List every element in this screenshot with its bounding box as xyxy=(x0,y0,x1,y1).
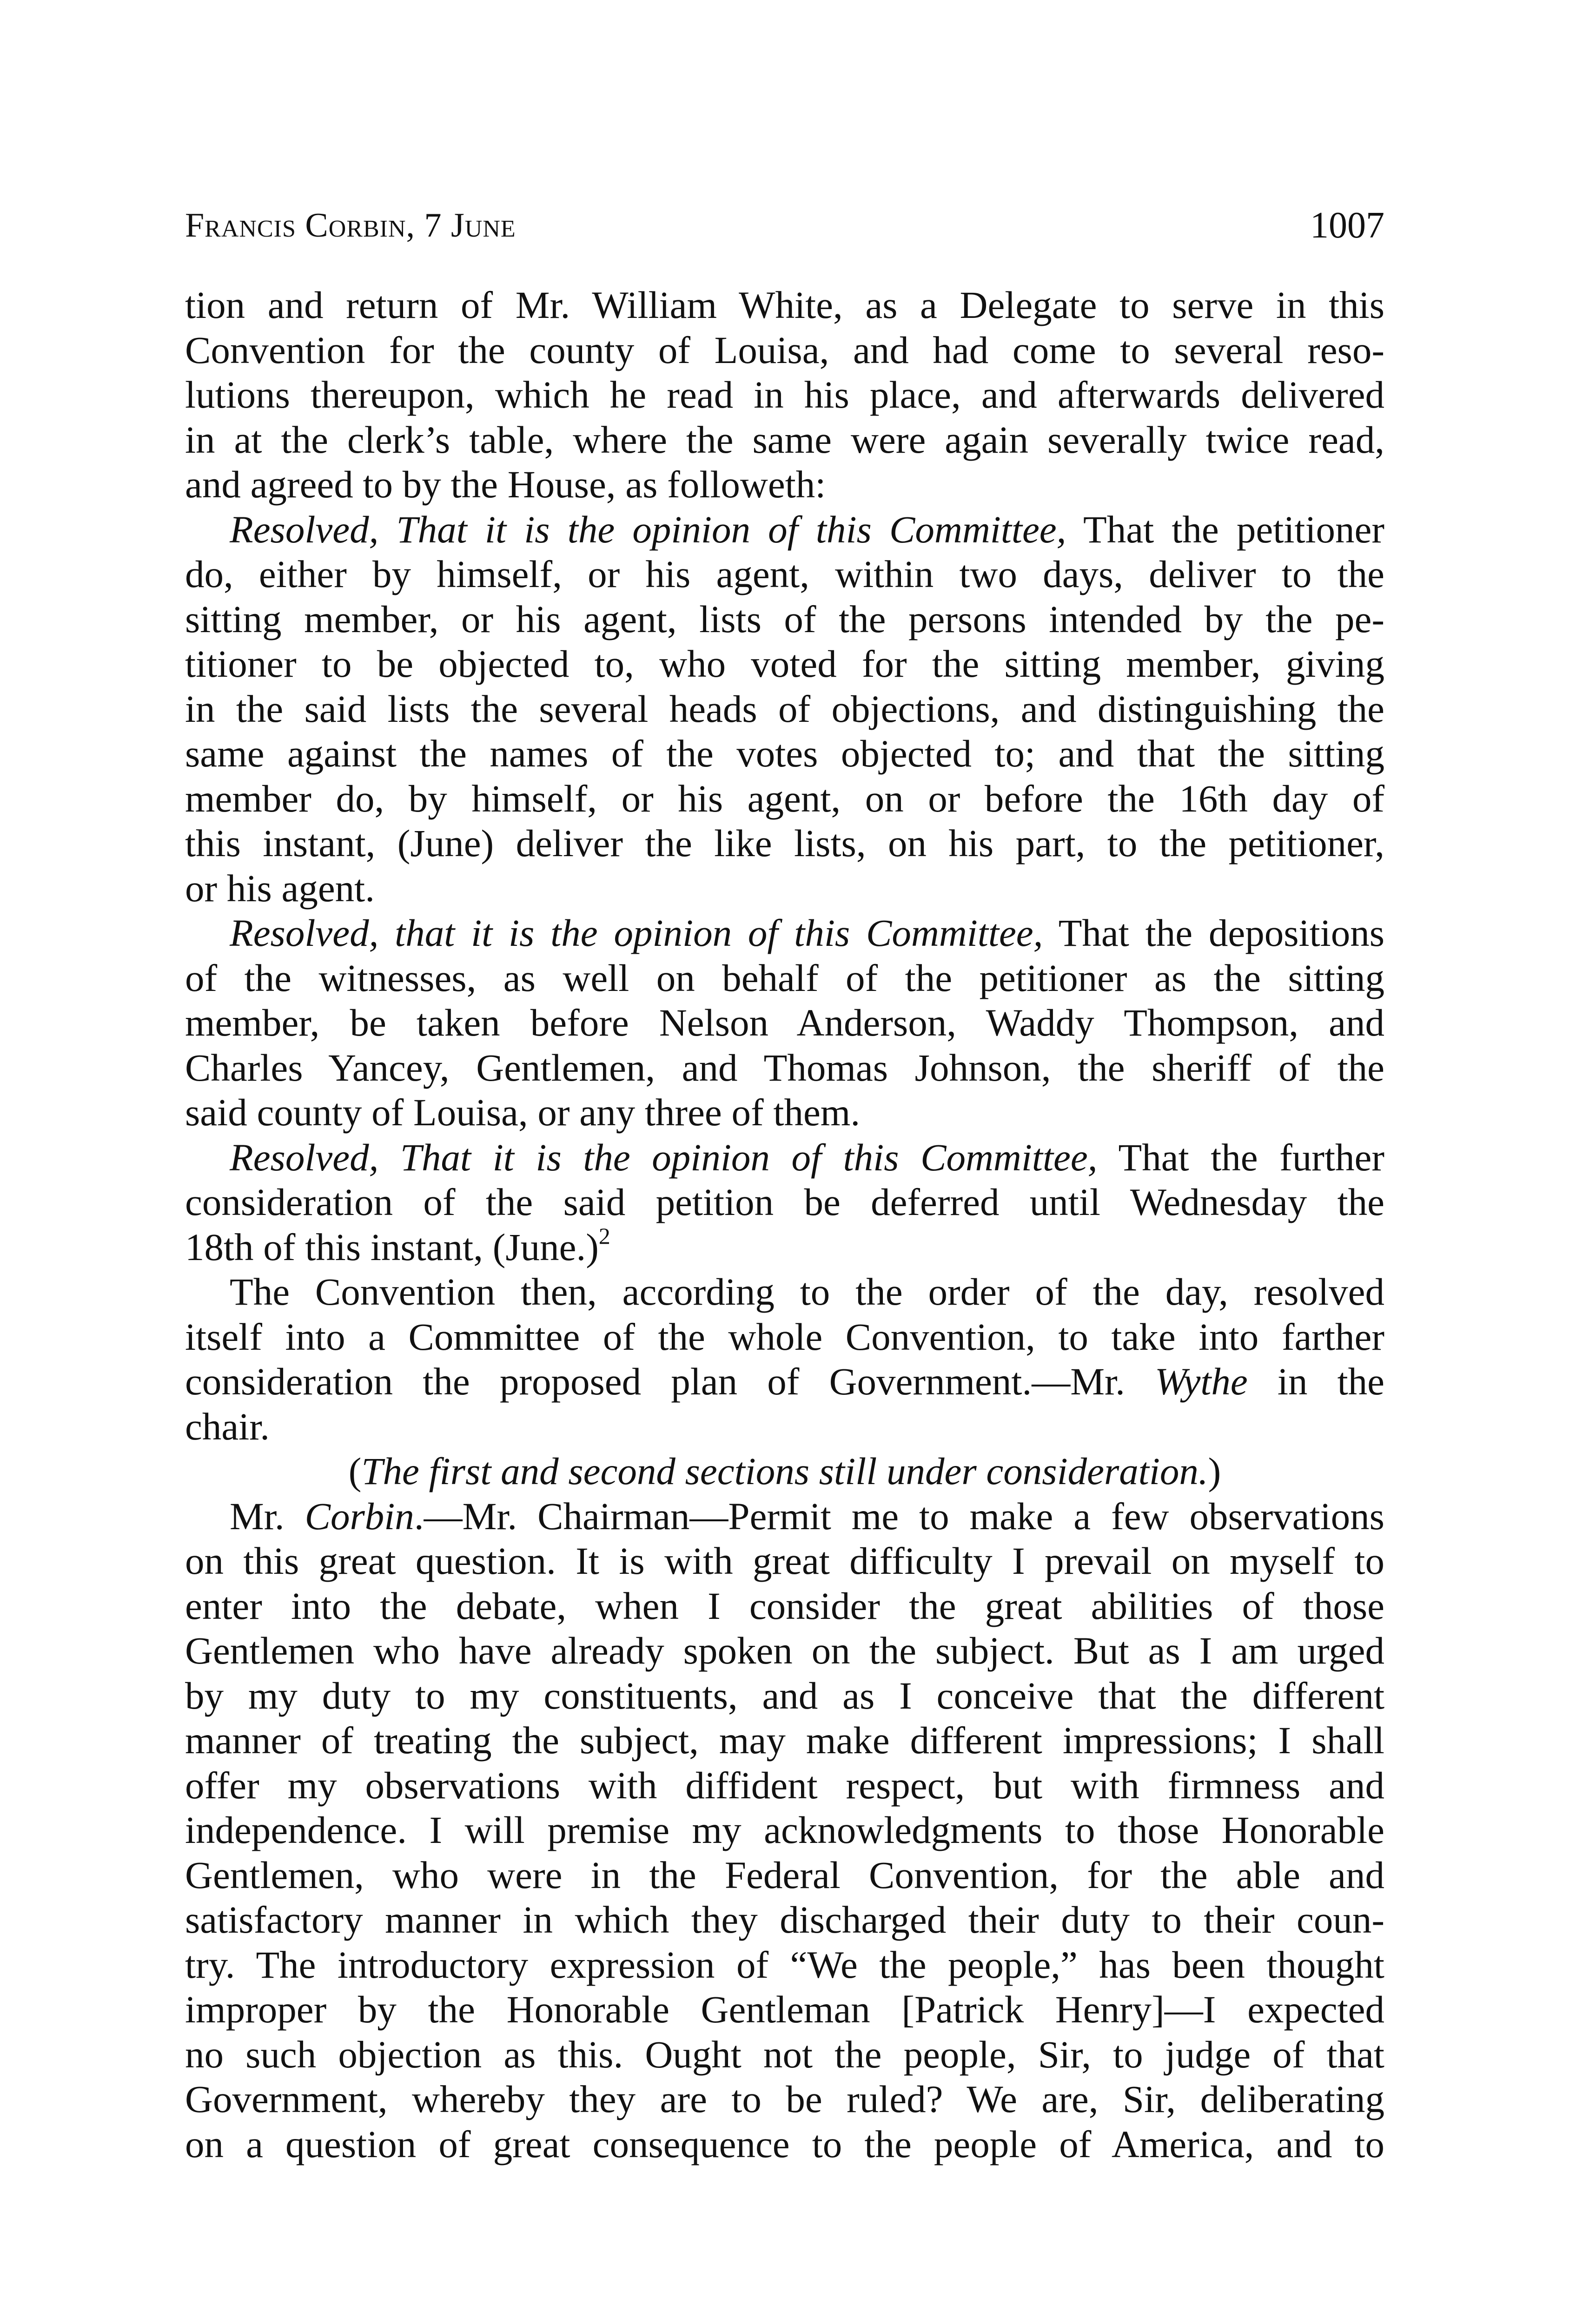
text-line: consideration of the said petition be deferred until Wednesday the xyxy=(185,1181,1384,1223)
running-head: Francis Corbin, 7 June xyxy=(185,206,516,244)
resolved-phrase: Resolved, That it is the opinion of this Committee, xyxy=(230,508,1066,551)
text-line: offer my observations with diffident respect, but with firmness and xyxy=(185,1763,1384,1807)
speaker-name: Corbin xyxy=(305,1494,414,1538)
text-line: on a question of great consequence to the people of America, and to xyxy=(185,2122,1384,2166)
text-line: enter into the debate, when I consider the great abilities of those xyxy=(185,1584,1384,1627)
text-line xyxy=(185,1359,1384,1404)
text-line: improper by the Honorable Gentleman [Patrick Henry]—I expected xyxy=(185,1988,1384,2031)
speech-line xyxy=(185,1494,1384,1539)
text-line: chair. xyxy=(185,1405,270,1448)
text-line: in at the clerk’s table, where the same were again severally twice read, xyxy=(185,418,1384,461)
paren-open: ( xyxy=(348,1450,362,1492)
text-line: same against the names of the votes objected to; and that the sitting xyxy=(185,732,1384,775)
text-line: lutions thereupon, which he read in his place, and afterwards delivered xyxy=(185,373,1384,416)
text-line: Government, whereby they are to be ruled? We are, Sir, deliberating xyxy=(185,2078,1384,2120)
text-line: Gentlemen, who were in the Federal Convention, for the able and xyxy=(185,1853,1384,1896)
resolution-line xyxy=(185,507,1384,552)
page-header xyxy=(185,205,1384,246)
line-text: That the petitioner xyxy=(1066,508,1384,551)
line-text: That the depositions xyxy=(1043,911,1385,954)
text-line: member, be taken before Nelson Anderson, Waddy Thompson, and xyxy=(185,1001,1384,1044)
speaker-name: Wythe xyxy=(1154,1360,1248,1403)
stage-direction xyxy=(185,1449,1384,1494)
text-line: or his agent. xyxy=(185,866,375,910)
text-line: tion and return of Mr. William White, as a Delegate to serve in this xyxy=(185,284,1384,326)
text-line: said county of Louisa, or any three of them. xyxy=(185,1091,861,1134)
text-line: Gentlemen who have already spoken on the subject. But as I am urged xyxy=(185,1629,1384,1672)
line-text: 18th of this instant, (June.) xyxy=(185,1225,599,1268)
text-line: manner of treating the subject, may make different impressions; I shall xyxy=(185,1719,1384,1762)
text-line: by my duty to my constituents, and as I conceive that the different xyxy=(185,1674,1384,1717)
paren-close: ) xyxy=(1208,1450,1221,1492)
text-line: in the said lists the several heads of objections, and distinguishing the xyxy=(185,687,1384,730)
text-line: and agreed to by the House, as followeth: xyxy=(185,463,826,506)
body-text xyxy=(185,283,1384,2166)
text-line: independence. I will premise my acknowledgments to those Honorable xyxy=(185,1809,1384,1851)
text-line: try. The introductory expression of “We the people,” has been thought xyxy=(185,1943,1384,1986)
text-line: satisfactory manner in which they discharged their duty to their coun- xyxy=(185,1898,1384,1941)
resolved-phrase: Resolved, That it is the opinion of this Committee, xyxy=(230,1136,1098,1179)
text-line: of the witnesses, as well on behalf of the petitioner as the sitting xyxy=(185,956,1384,999)
stage-direction-text: The first and second sections still under consideration. xyxy=(361,1450,1208,1492)
line-text: consideration the proposed plan of Government.—Mr. xyxy=(185,1360,1155,1403)
text-line xyxy=(185,1225,1384,1270)
text-line: sitting member, or his agent, lists of the persons intended by the pe- xyxy=(185,597,1384,640)
text-line: Charles Yancey, Gentlemen, and Thomas Johnson, the sheriff of the xyxy=(185,1046,1384,1089)
line-text: in the xyxy=(1247,1360,1384,1403)
text-line: itself into a Committee of the whole Convention, to take into farther xyxy=(185,1315,1384,1358)
text-line: member do, by himself, or his agent, on or before the 16th day of xyxy=(185,777,1384,820)
text-line: do, either by himself, or his agent, within two days, deliver to the xyxy=(185,553,1384,595)
line-text: That the further xyxy=(1097,1136,1384,1179)
text-line: on this great question. It is with great difficulty I prevail on myself to xyxy=(185,1539,1384,1582)
text-line: this instant, (June) deliver the like lists, on his part, to the petitioner, xyxy=(185,822,1384,865)
resolution-line xyxy=(185,911,1384,956)
line-text: Mr. xyxy=(230,1494,305,1538)
line-text: .—Mr. Chairman—Permit me to make a few observations xyxy=(414,1494,1384,1538)
resolved-phrase: Resolved, that it is the opinion of this Committee, xyxy=(230,911,1043,954)
text-line: The Convention then, according to the order of the day, resolved xyxy=(230,1270,1384,1313)
page-number: 1007 xyxy=(1310,205,1384,246)
text-line: no such objection as this. Ought not the people, Sir, to judge of that xyxy=(185,2033,1384,2076)
resolution-line xyxy=(185,1135,1384,1180)
footnote-marker: 2 xyxy=(598,1223,610,1249)
text-line: titioner to be objected to, who voted for the sitting member, giving xyxy=(185,642,1384,685)
text-line: Convention for the county of Louisa, and had come to several reso- xyxy=(185,328,1384,371)
